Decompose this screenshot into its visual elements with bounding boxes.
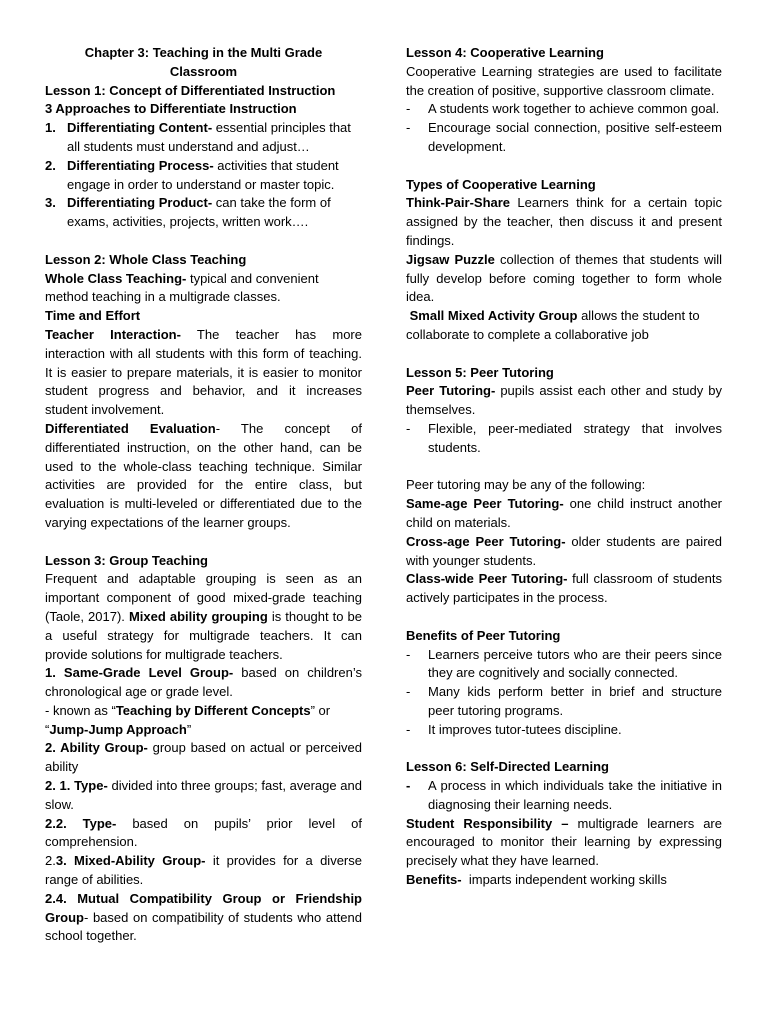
right-column [406, 44, 722, 890]
friendship-group: 2.4. Mutual Compatibility Group or Friendship Group- based on compatibility of students who attend school together. [45, 890, 362, 944]
lesson1-item: 1. Differentiating Content- essential principles that all students must understand and adjust… [45, 120, 351, 154]
lesson1-title: Lesson 1: Concept of Differentiated Instruction [45, 82, 336, 98]
lesson6-title: Lesson 6: Self-Directed Learning [406, 759, 609, 775]
benefit-item: - Learners perceive tutors who are their peers since they are cognitively and socially connected. [406, 646, 722, 681]
cross-age-tutoring: Cross-age Peer Tutoring- older students are paired with younger students. [406, 533, 722, 568]
think-pair-share: Think-Pair-Share Learners think for a certain topic assigned by the teacher, then discuss it and present findings. [406, 195, 722, 248]
lesson4-bullet: - A students work together to achieve common goal. [406, 101, 720, 117]
lesson6-bullet: - A process in which individuals take the initiative in diagnosing their learning needs. [406, 778, 722, 812]
lesson1-item: 3. Differentiating Product- can take the form of exams, activities, projects, written work…. [45, 195, 331, 230]
ability-type-2: 2.2. Type- based on pupils’ prior level of comprehension. [45, 815, 362, 850]
lesson1-item: 2. Differentiating Process- activities that student engage in order to understand or master topic. [45, 157, 339, 192]
lesson4-bullet: - Encourage social connection, positive self-esteem development. [406, 120, 722, 154]
benefit-item: - Many kids perform better in brief and structure peer tutoring programs. [406, 684, 722, 718]
same-age-tutoring: Same-age Peer Tutoring- one child instruct another child on materials. [406, 496, 723, 530]
lesson1-subtitle: 3 Approaches to Differentiate Instruction [45, 101, 297, 117]
small-mixed-activity: Small Mixed Activity Group allows the student to collaborate to complete a collaborative job [406, 308, 700, 342]
lesson3-intro: Frequent and adaptable grouping is seen as an important component of good mixed-grade teaching (Taole, 2017). Mixed ability grouping is thought to be a useful strategy for multigrade teachers. It can provide solutions for multigrade teachers. [45, 571, 363, 662]
lesson4-title: Lesson 4: Cooperative Learning [406, 45, 604, 60]
class-wide-tutoring: Class-wide Peer Tutoring- full classroom of students actively participates in the process. [406, 571, 722, 606]
student-responsibility: Student Responsibility – multigrade learners are encouraged to monitor their learning by expressing precisely what they have learned. [406, 815, 722, 869]
left-column [45, 44, 362, 946]
differentiated-evaluation: Differentiated Evaluation- The concept of differentiated instruction, on the other hand, can be used to the whole-class teaching technique. Similar activities are provided for the entire class, but evaluation is multi-leveled or differentiated due to the varying expectations of the learner groups. [45, 420, 362, 530]
ability-group: 2. Ability Group- group based on actual or perceived ability [45, 740, 362, 775]
time-effort-heading: Time and Effort [45, 308, 141, 324]
lesson2-definition: Whole Class Teaching- typical and convenient method teaching in a multigrade classes. [45, 270, 319, 305]
teacher-interaction: Teacher Interaction- The teacher has more interaction with all students with this form of teaching. It is easier to prepare materials, it is easier to monitor student progress and behavior, and it increases student involvement. [45, 326, 362, 418]
lesson2-title: Lesson 2: Whole Class Teaching [45, 251, 247, 267]
same-grade-group: 1. Same-Grade Level Group- based on children’s chronological age or grade level. [45, 665, 362, 700]
peer-tutoring-any-of: Peer tutoring may be any of the following: [406, 477, 646, 493]
chapter-title: Chapter 3: Teaching in the Multi Grade Classroom [84, 45, 323, 79]
known-as: - known as “Teaching by Different Concepts” or “Jump-Jump Approach” [45, 702, 331, 737]
lesson3-title: Lesson 3: Group Teaching [45, 552, 209, 568]
lesson5-title: Lesson 5: Peer Tutoring [406, 364, 554, 380]
jigsaw-puzzle: Jigsaw Puzzle collection of themes that students will fully develop before coming together to form whole idea. [406, 251, 722, 305]
mixed-ability-group: 2.3. Mixed-Ability Group- it provides for a diverse range of abilities. [45, 853, 362, 888]
peer-tutoring-definition: Peer Tutoring- pupils assist each other and study by themselves. [406, 383, 723, 418]
ability-type-1: 2. 1. Type- divided into three groups; fast, average and slow. [45, 778, 362, 812]
benefit-item: - It improves tutor-tutees discipline. [406, 721, 622, 737]
types-cooperative-title: Types of Cooperative Learning [406, 176, 596, 192]
lesson5-bullet: - Flexible, peer-mediated strategy that involves students. [406, 420, 722, 455]
lesson4-intro: Cooperative Learning strategies are used to facilitate the creation of positive, supportive classroom climate. [406, 63, 722, 98]
benefits-peer-tutoring-title: Benefits of Peer Tutoring [406, 627, 561, 643]
self-directed-benefits: Benefits- imparts independent working skills [406, 872, 667, 888]
